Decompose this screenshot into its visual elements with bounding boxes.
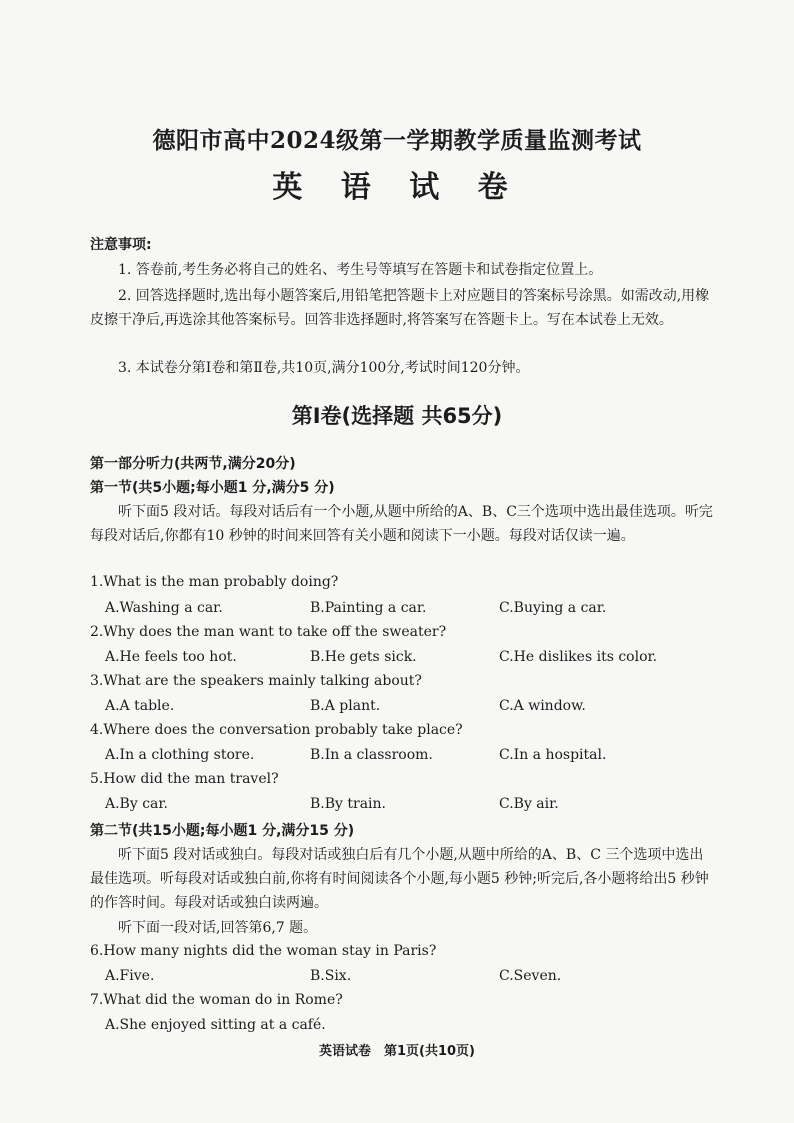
section1-instruction: 听下面5 段对话。每段对话后有一个小题,从题中所给的A、B、C三个选项中选出最佳选项。听完每段对话后,你都有10 秒钟的时间来回答有关小题和阅读下一小题。每段对话仅读一遍。 [90,504,713,544]
exam-subtitle: 英 语 试 卷 [272,170,522,205]
options-5 [105,796,725,816]
option-a: A.Five. [105,968,155,984]
option-c: C.A window. [499,698,586,714]
volume-title: 第Ⅰ卷(选择题 共65分) [291,404,503,428]
option-b: B.A plant. [310,698,381,714]
notice-heading: 注意事项: [90,237,152,253]
section1-title: 第一节(共5小题;每小题1 分,满分5 分) [90,480,335,496]
option-c: C.In a hospital. [499,747,607,763]
option-a: A.A table. [105,698,175,714]
section2-instruction: 听下面5 段对话或独白。每段对话或独白后有几个小题,从题中所给的A、B、C 三个选项中选出最佳选项。听每段对话或独白前,你将有时间阅读各个小题,每小题5 秒钟;听完后,各小题将给出5 秒钟的作答时间。每段对话或独白读两遍。 [90,847,709,911]
question-3: 3.What are the speakers mainly talking about? [90,673,422,689]
options-4 [105,747,725,767]
question-5: 5.How did the man travel? [90,771,279,787]
option-b: B.By train. [310,796,386,812]
options-6 [105,968,725,988]
option-b: B.Painting a car. [310,600,427,616]
question-2: 2.Why does the man want to take off the sweater? [90,624,447,640]
options-3 [105,698,725,718]
page-footer: 英语试卷 第1页(共10页) [318,1044,476,1059]
options-7 [105,1017,725,1037]
option-b: B.He gets sick. [310,649,417,665]
option-a: A.He feels too hot. [105,649,237,665]
section2-sub-instruction: 听下面一段对话,回答第6,7 题。 [118,920,318,936]
option-a: A.In a clothing store. [105,747,255,763]
option-b: B.In a classroom. [310,747,433,763]
notice-item-1: 1. 答卷前,考生务必将自己的姓名、考生号等填写在答题卡和试卷指定位置上。 [118,262,603,278]
option-b: B.Six. [310,968,352,984]
notice-item-3: 3. 本试卷分第Ⅰ卷和第Ⅱ卷,共10页,满分100分,考试时间120分钟。 [118,360,530,376]
option-a: A.She enjoyed sitting at a café. [105,1017,326,1033]
question-6: 6.How many nights did the woman stay in Paris? [90,943,437,959]
question-1: 1.What is the man probably doing? [90,574,339,590]
option-a: A.Washing a car. [105,600,223,616]
options-2 [105,649,725,669]
exam-title: 德阳市高中2024级第一学期教学质量监测考试 [152,127,642,154]
question-7: 7.What did the woman do in Rome? [90,992,343,1008]
option-c: C.He dislikes its color. [499,649,658,665]
part1-title: 第一部分听力(共两节,满分20分) [90,456,296,472]
option-c: C.By air. [499,796,559,812]
option-a: A.By car. [105,796,168,812]
question-4: 4.Where does the conversation probably take place? [90,722,463,738]
options-1 [105,600,725,620]
notice-item-2: 2. 回答选择题时,选出每小题答案后,用铅笔把答题卡上对应题目的答案标号涂黑。如需改动,用橡皮擦干净后,再选涂其他答案标号。回答非选择题时,将答案写在答题卡上。写在本试卷上无效。 [90,288,710,328]
option-c: C.Buying a car. [499,600,607,616]
option-c: C.Seven. [499,968,562,984]
section2-title: 第二节(共15小题;每小题1 分,满分15 分) [90,823,355,839]
